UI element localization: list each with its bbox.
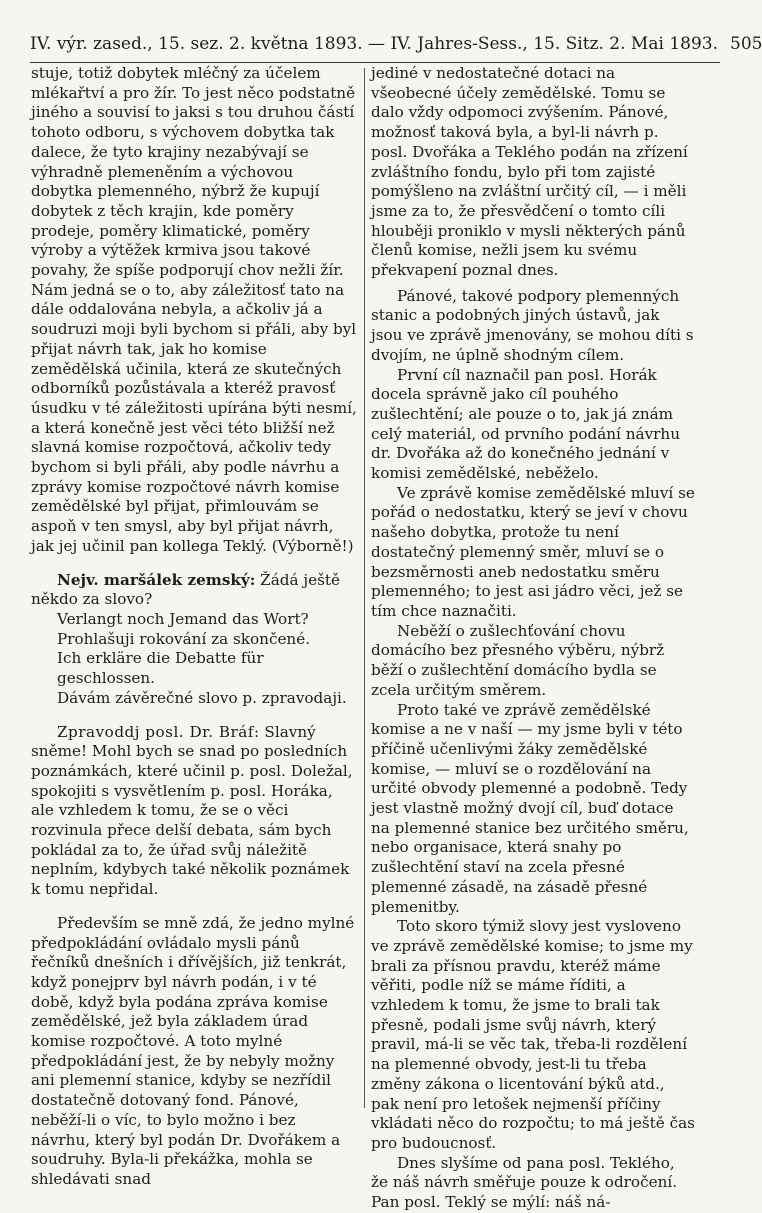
speaker-name: Zpravoddj posl. Dr. Bráf: [57,722,260,741]
paragraph: jediné v nedostatečné dotaci na všeobecné účely zemědělské. Tomu se dalo vždy odpomoci zvýšením. Pánové, možnosť taková byla, a byl-li návrh p. posl. Dvořáka a Teklého podán na zřízení zvláštního fondu, bylo při tom zajisté pomýšleno na zvláštní určitý cíl, — i měli jsme za to, že přesvědčení o tomto cíli hlouběji proniklo v mysli některých pánů členů komise, nežli jsem ku svému překvapení poznal dnes. [371,64,688,280]
running-header: IV. výr. zased., 15. sez. 2. května 1893. — IV. Jahres-Sess., 15. Sitz. 2. Mai 1893. [30,34,718,54]
speaker-name: Nejv. maršálek zemský: [57,570,256,589]
paragraph: Především se mně zdá, že jedno mylné předpokládání ovládalo mysli pánů řečníků dnešních i dřívějších, již tenkrát, když ponejprv byl návrh podán, i v té době, když byla podána zpráva komise zemědělské, jež byla základem úrad komise rozpočtové. A toto mylné předpokládání jest, že by nebyly možny ani plemenní stanice, kdyby se nezřídil dostatečně dotovaný fond. Pánové, neběží-li o víc, to bylo možno i bez návrhu, který byl podán Dr. Dvořákem a soudruhy. Byla-li překážka, mohla se shledávati snad [31,913,355,1188]
header-rule [30,62,720,63]
procedure-line: Prohlašuji rokování za skončené. [57,629,311,648]
page-header [30,34,762,54]
paragraph: Proto také ve zprávě zemědělské komise a ne v naší — my jsme byli v této příčině učenlivými žáky zemědělské komise, — mluví se o rozdělování na určité obvody plemenné a podobně. Tedy jest vlastně možný dvojí cíl, buď dotace na plemenné stanice bez určitého směru, nebo organisace, která snahy po zušlechtění staví na zcela přesné plemenné zásadě, na zásadě přesné plemenitby. [371,700,689,916]
speech-text: Slavný sněme! Mohl bych se snad po posledních poznámkách, které učinil p. posl. Doležal, spokojiti s vysvětlením p. posl. Horáka, ale vzhledem k tomu, že se o věci rozvinula přece delší debata, sám bych pokládal za to, že úřad svůj náležitě neplním, kdybych také několik poznámek k tomu nepřidal. [31,722,353,899]
paragraph: stuje, totiž dobytek mléčný za účelem mlékařtví a pro žír. To jest něco podstatně jiného a souvisí to jaksi s tou druhou částí tohoto odboru, s výchovem dobytka tak dalece, že tyto krajiny nezabývají se výhradně plemeněním a výchovou dobytka plemenného, nýbrž že kupují dobytek z těch krajin, kde poměry prodeje, poměry klimatické, poměry výroby a výtěžek krmiva jsou takové povahy, že spíše podporují chov nežli žír. Nám jedná se o to, aby záležitosť tato na dále oddalována nebyla, a ačkoliv já a soudruzi moji byli bychom si přáli, aby byl přijat návrh tak, jak ho komise zemědělská učinila, která ze skutečných odborníků pozůstávala a kteréž pravosť úsudku v té záležitosti upírána býti nesmí, a která konečně jest věci této bližší než slavná komise rozpočtová, ačkoliv tedy bychom si byli přáli, aby podle návrhu a zprávy komise rozpočtové návrh komise zemědělské byl přijat, přimlouvám se aspoň v ten smysl, aby byl přijat návrh, jak jej učinil pan kollega Teklý. (Výborně!) [31,64,357,555]
left-column [31,64,357,1190]
paragraph: Pánové, takové podpory plemenných stanic a podobných jiných ústavů, jak jsou ve zprávě jmenovány, se mohou díti s dvojím, ne úplně shodným cílem. [371,286,694,364]
speech-text: Žádá ještě někdo za slovo? [31,570,340,609]
paragraph: První cíl naznačil pan posl. Horák docela správně jako cíl pouhého zušlechtění; ale pouze o to, jak já znám celý materiál, od prvního podání návrhu dr. Dvořáka až do konečného jednání v komisi zemědělské, neběželo. [371,365,680,483]
procedure-line: Ich erkläre die Debatte für geschlossen. [57,649,264,688]
paragraph: Neběží o zušlechťování chovu domácího bez přesného výběru, nýbrž běží o zušlechtění domácího bydla se zcela určitým směrem. [371,621,665,699]
reporter-speech [31,723,357,900]
paragraph: Dnes slyšíme od pana posl. Teklého, že náš návrh směřuje pouze k odročení. Pan posl. Teklý se mýlí: náš ná- [371,1153,678,1212]
paragraph: Ve zprávě komise zemědělské mluví se pořád o nedostatku, který se jeví v chovu našeho dobytka, protože tu není dostatečný plemenný směr, mluví se o bezsměrnosti aneb nedostatku směru plemenného; to jest asi jádro věci, jež se tím chce naznačiti. [371,483,695,620]
page-number: 505 [730,34,762,54]
procedure-line: Verlangt noch Jemand das Wort? [57,609,309,628]
paragraph: Toto skoro týmiž slovy jest vysloveno ve zprávě zemědělské komise; to jsme my brali za přísnou pravdu, kteréž máme věřiti, podle níž se máme říditi, a vzhledem k tomu, že jsme to brali tak přesně, podali jsme svůj návrh, který pravil, má-li se věc tak, třeba-li rozdělení na plemenné obvody, jest-li tu třeba změny zákona o licentování býků atd., pak není pro letošek nejmenší příčiny vkládati něco do rozpočtu; to má ještě čas pro budoucnosť. [371,917,695,1152]
column-divider [364,68,365,1108]
right-column [371,64,695,1213]
procedure-line: Dávám závěrečné slovo p. zpravodaji. [57,688,347,707]
marshal-speech [31,571,357,610]
